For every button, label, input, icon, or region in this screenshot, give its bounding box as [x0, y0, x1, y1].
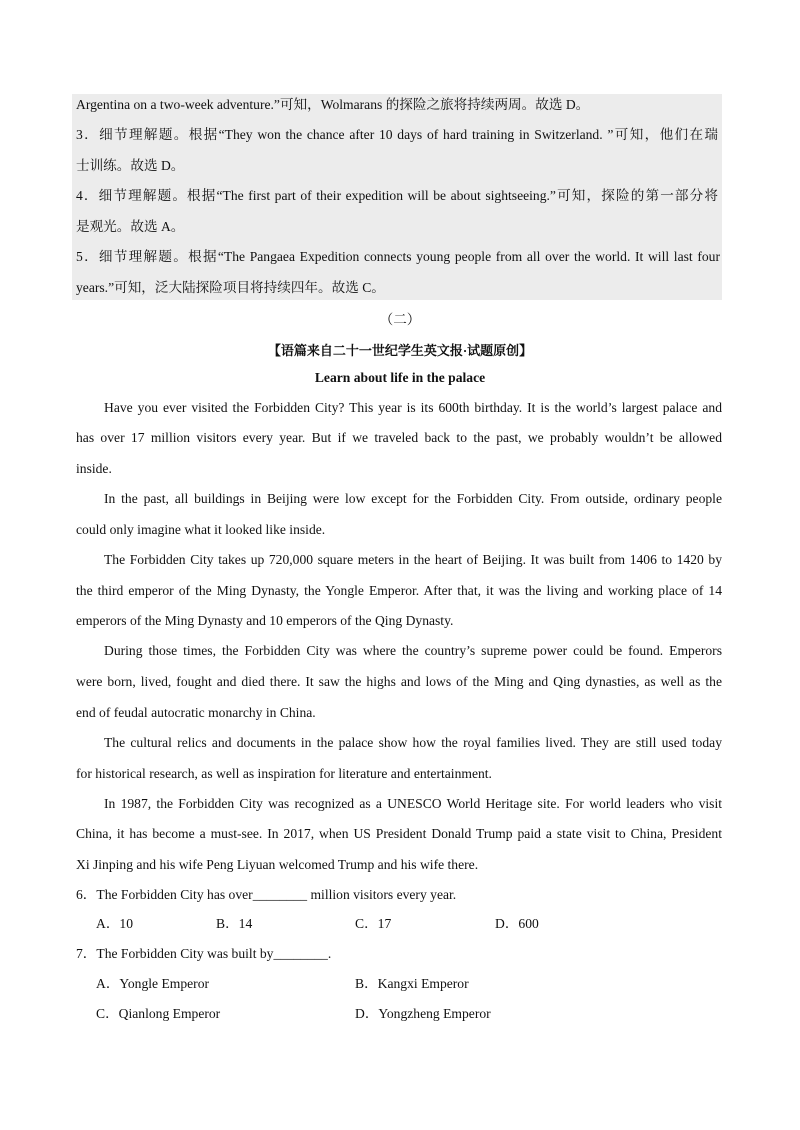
passage-line-4: In the past, all buildings in Beijing were low except for the Forbidden City. From outside, ordinary people: [104, 491, 722, 506]
passage-line-11: end of feudal autocratic monarchy in China.: [76, 705, 316, 720]
passage-line-15: China, it has become a must-see. In 2017, when US President Donald Trump paid a state visit to China, President: [76, 826, 722, 841]
q6-option-b: B．14: [216, 916, 253, 931]
question-6-stem: 6．The Forbidden City has over________ million visitors every year.: [76, 887, 457, 902]
answer-line-2: 3．细节理解题。根据“They won the chance after 10 days of hard training in Switzerland. ”可知，他们在瑞: [76, 127, 718, 142]
q7-option-a: A．Yongle Emperor: [96, 976, 210, 991]
passage-line-8: emperors of the Ming Dynasty and 10 emperors of the Qing Dynasty.: [76, 613, 454, 628]
passage-line-14: In 1987, the Forbidden City was recognized as a UNESCO World Heritage site. For world leaders who visit: [104, 796, 722, 811]
passage-line-5: could only imagine what it looked like inside.: [76, 522, 326, 537]
passage-line-13: for historical research, as well as inspiration for literature and entertainment.: [76, 766, 492, 781]
passage-line-3: inside.: [76, 461, 112, 476]
passage-title: Learn about life in the palace: [314, 370, 486, 385]
answer-line-6: 5．细节理解题。根据“The Pangaea Expedition connects young people from all over the world. It will last four: [76, 249, 720, 264]
passage-line-6: The Forbidden City takes up 720,000 square meters in the heart of Beijing. It was built from 1406 to 1420 by: [104, 552, 722, 567]
q6-option-d: D．600: [495, 916, 539, 931]
answer-line-1: Argentina on a two-week adventure.”可知，Wolmarans 的探险之旅将持续两周。故选 D。: [76, 97, 590, 112]
passage-line-9: During those times, the Forbidden City was where the country’s supreme power could be found. Emperors: [104, 643, 722, 658]
passage-line-2: has over 17 million visitors every year. But if we traveled back to the past, we probably wouldn’t be allowed: [76, 430, 722, 445]
answer-line-3: 士训练。故选 D。: [76, 158, 185, 173]
q6-option-a: A．10: [96, 916, 134, 931]
section-number: （二）: [379, 312, 421, 327]
answer-line-7: years.”可知，泛大陆探险项目将持续四年。故选 C。: [76, 280, 385, 295]
answer-line-4: 4．细节理解题。根据“The first part of their expedition will be about sightseeing.”可知，探险的第一部分将: [76, 188, 718, 203]
passage-line-1: Have you ever visited the Forbidden City? This year is its 600th birthday. It is the world’s largest palace and: [104, 400, 722, 415]
q7-option-c: C．Qianlong Emperor: [96, 1006, 221, 1021]
answer-line-5: 是观光。故选 A。: [76, 219, 185, 234]
passage-line-12: The cultural relics and documents in the palace show how the royal families lived. They are still used today: [104, 735, 722, 750]
q7-option-d: D．Yongzheng Emperor: [355, 1006, 491, 1021]
q6-option-c: C．17: [355, 916, 392, 931]
source-note: 【语篇来自二十一世纪学生英文报·试题原创】: [267, 343, 533, 358]
passage-line-16: Xi Jinping and his wife Peng Liyuan welcomed Trump and his wife there.: [76, 857, 479, 872]
q7-option-b: B．Kangxi Emperor: [355, 976, 469, 991]
question-7-stem: 7．The Forbidden City was built by________.: [76, 946, 332, 961]
passage-line-7: the third emperor of the Ming Dynasty, the Yongle Emperor. After that, it was the living and working place of 14: [76, 583, 722, 598]
passage-line-10: were born, lived, fought and died there. It saw the highs and lows of the Ming and Qing dynasties, as well as the: [76, 674, 722, 689]
